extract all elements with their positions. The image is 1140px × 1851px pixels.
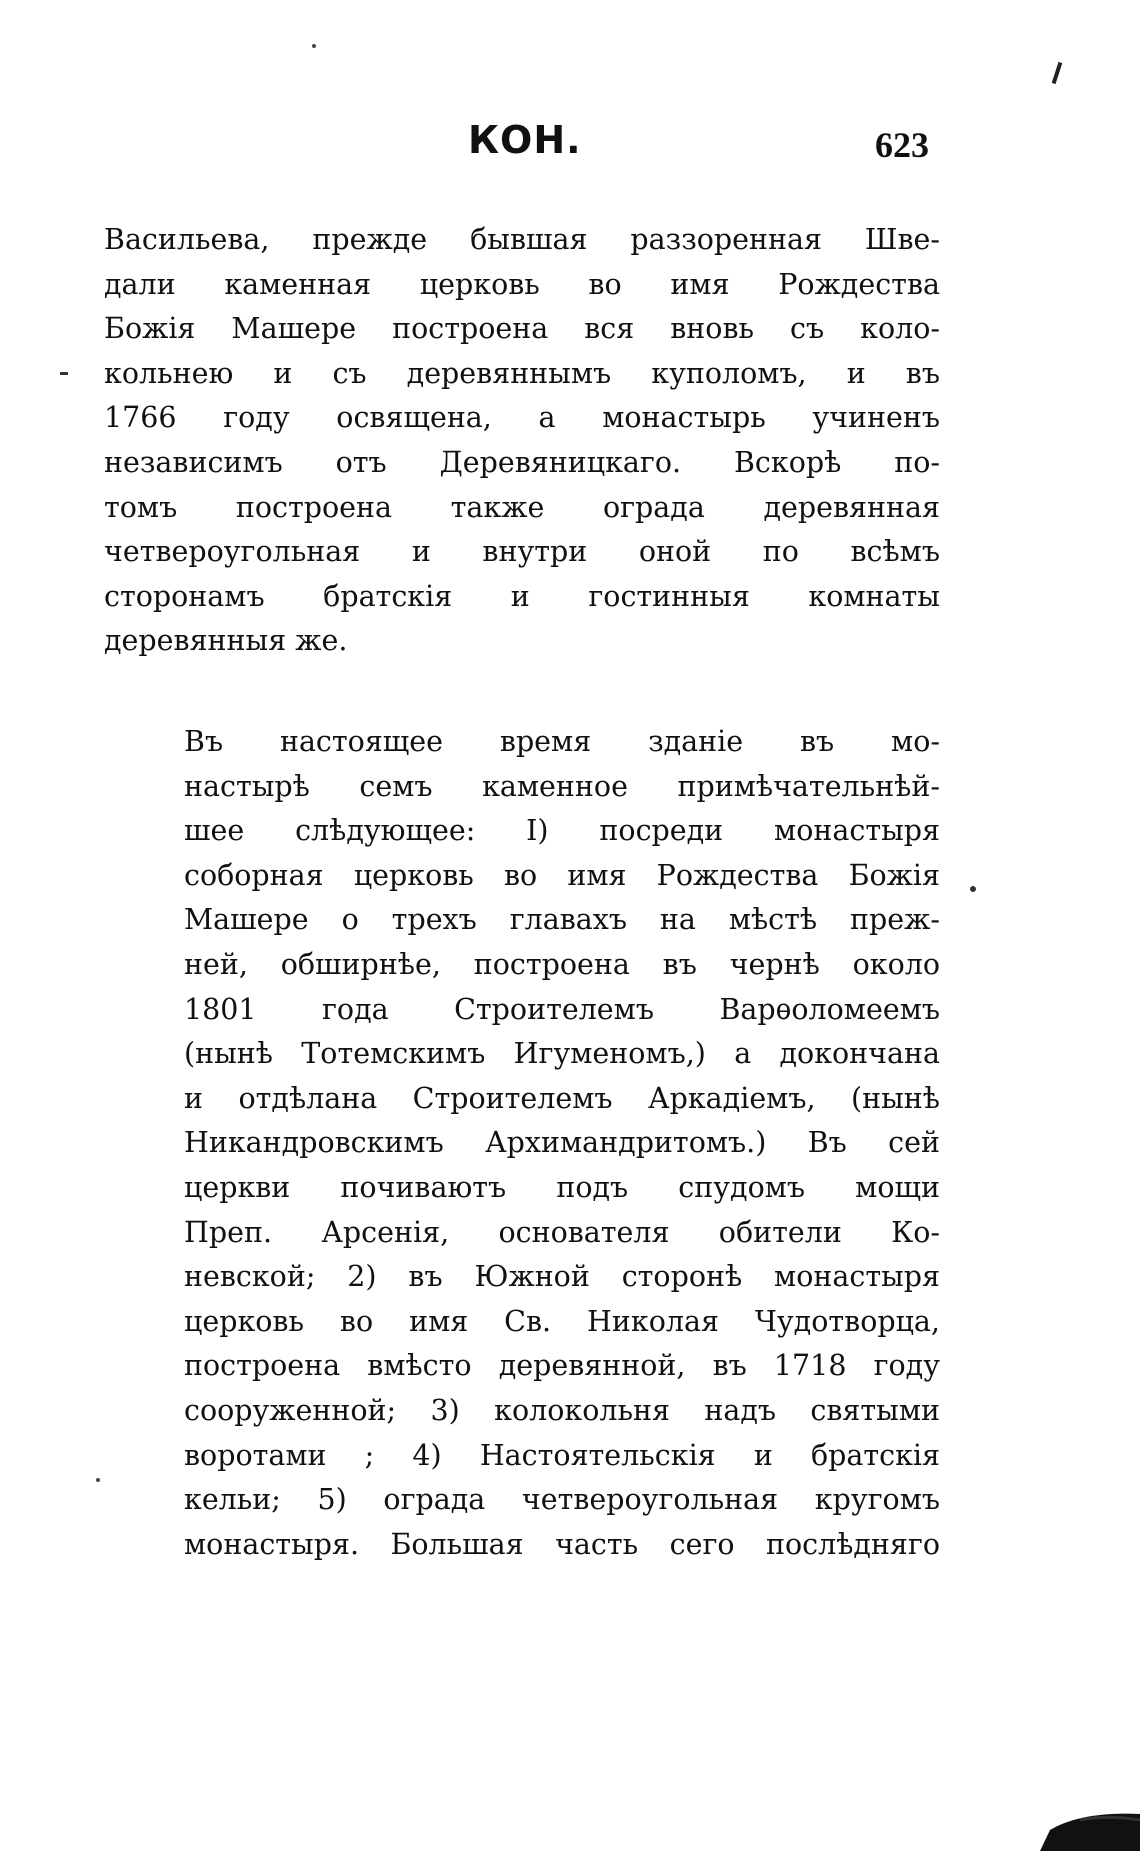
text-line: Преп. Арсенія, основателя обители Ко- <box>184 1215 940 1249</box>
paragraph-2 <box>104 720 940 1567</box>
text-line: (нынѣ Тотемскимъ Игуменомъ,) а докончана <box>184 1037 940 1071</box>
text-line: томъ построена также ограда деревянная <box>104 490 940 524</box>
text-line: сторонамъ братскія и гостинныя комнаты <box>104 579 940 613</box>
text-line: 1801 года Строителемъ Варѳоломеемъ <box>184 992 940 1026</box>
text-line: невской; 2) въ Южной сторонѣ монастыря <box>184 1260 940 1294</box>
text-line: ней, обширнѣе, построена въ чернѣ около <box>184 947 940 981</box>
text-line: Въ настоящее время зданіе въ мо- <box>184 725 940 758</box>
text-line: Божія Машере построена вся вновь съ коло- <box>104 312 940 346</box>
text-line: четвероугольная и внутри оной по всѣмъ <box>104 535 940 569</box>
text-line: воротами ; 4) Настоятельскія и братскія <box>184 1438 940 1472</box>
text-line: кельи; 5) ограда четвероугольная кругомъ <box>184 1483 940 1517</box>
text-line: соборная церковь во имя Рождества Божія <box>184 858 940 892</box>
page-number: 623 <box>875 125 929 165</box>
text-line: Никандровскимъ Архимандритомъ.) Въ сей <box>184 1126 940 1160</box>
text-line: Васильева, прежде бывшая раззоренная Шве- <box>104 223 940 256</box>
ink-speck <box>312 44 316 48</box>
text-line: кольнею и съ деревяннымъ куполомъ, и въ <box>104 356 940 390</box>
page-edge-shadow <box>1040 1790 1140 1851</box>
ink-speck <box>96 1478 100 1482</box>
ink-speck <box>60 372 68 375</box>
text-line: настырѣ семъ каменное примѣчательнѣй- <box>184 769 940 803</box>
paragraph-1 <box>104 218 940 664</box>
text-line: церкви почиваютъ подъ спудомъ мощи <box>184 1170 940 1204</box>
text-line: монастыря. Большая часть сего послѣдняго <box>184 1527 940 1561</box>
text-line: деревянныя же. <box>104 624 348 658</box>
ink-speck <box>970 886 976 892</box>
text-line: независимъ отъ Деревяницкаго. Вскорѣ по- <box>104 445 940 479</box>
text-line: 1766 году освящена, а монастырь учиненъ <box>104 401 940 435</box>
text-line: Машере о трехъ главахъ на мѣстѣ преж- <box>184 903 940 937</box>
text-line: сооруженной; 3) колокольня надъ святыми <box>184 1393 940 1427</box>
running-head: КОН. <box>468 118 582 162</box>
text-line: дали каменная церковь во имя Рождества <box>104 267 940 301</box>
text-line: церковь во имя Св. Николая Чудотворца, <box>184 1304 940 1338</box>
page-header <box>0 118 1140 178</box>
text-line: шее слѣдующее: I) посреди монастыря <box>184 814 940 848</box>
ink-mark <box>1052 62 1063 84</box>
text-line: и отдѣлана Строителемъ Аркадіемъ, (нынѣ <box>184 1081 940 1115</box>
text-line: построена вмѣсто деревянной, въ 1718 году <box>184 1349 940 1383</box>
